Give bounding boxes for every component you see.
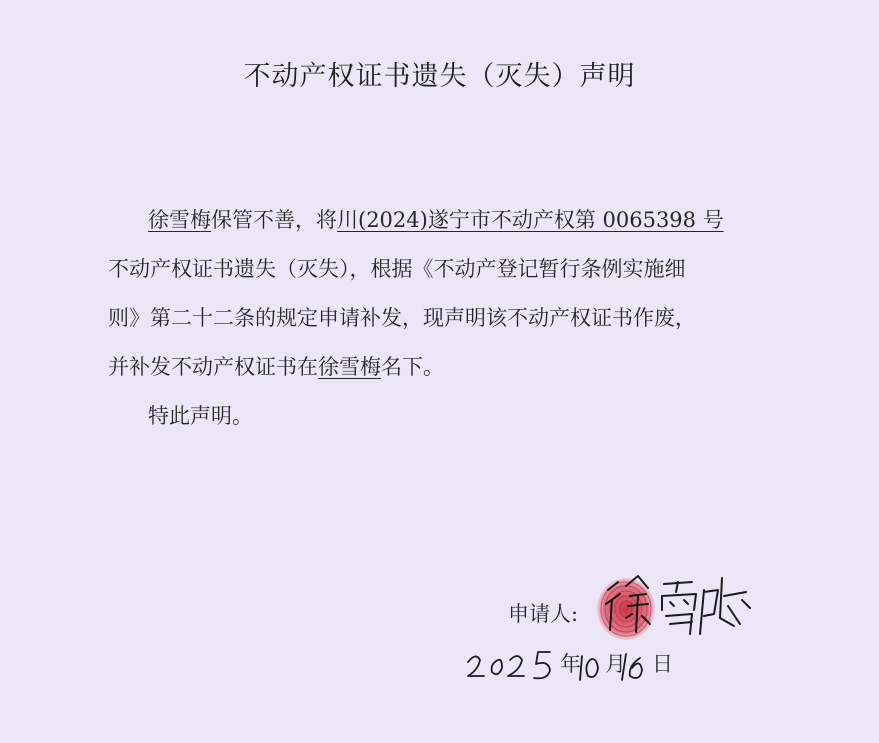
applicant-name: 徐雪梅 — [318, 355, 381, 379]
body-text: 并补发不动产权证书在 — [108, 355, 318, 379]
date-year — [464, 652, 560, 676]
date-month — [581, 652, 605, 676]
body-text: 保管不善，将 — [211, 208, 337, 232]
body-text: 名下。 — [381, 355, 444, 379]
handwritten-signature — [600, 570, 760, 645]
body-line-5: 特此声明。 — [148, 404, 253, 428]
signature-label: 申请人: — [508, 602, 579, 626]
body-line-1 — [148, 204, 828, 234]
date-month-unit: 月 — [605, 652, 626, 676]
date-day-unit: 日 — [652, 652, 673, 676]
body-line-3: 则》第二十二条的规定申请补发，现声明该不动产权证书作废， — [108, 306, 696, 330]
date-line — [464, 648, 673, 678]
date-year-unit: 年 — [560, 652, 581, 676]
document-title: 不动产权证书遗失（灭失）声明 — [243, 61, 636, 92]
body-line-4 — [108, 351, 788, 381]
applicant-name: 徐雪梅 — [148, 208, 211, 232]
certificate-number: 川(2024)遂宁市不动产权第 0065398 号 — [337, 208, 724, 232]
body-line-2: 不动产权证书遗失（灭失），根据《不动产登记暂行条例实施细 — [108, 257, 686, 281]
date-day — [626, 652, 652, 676]
